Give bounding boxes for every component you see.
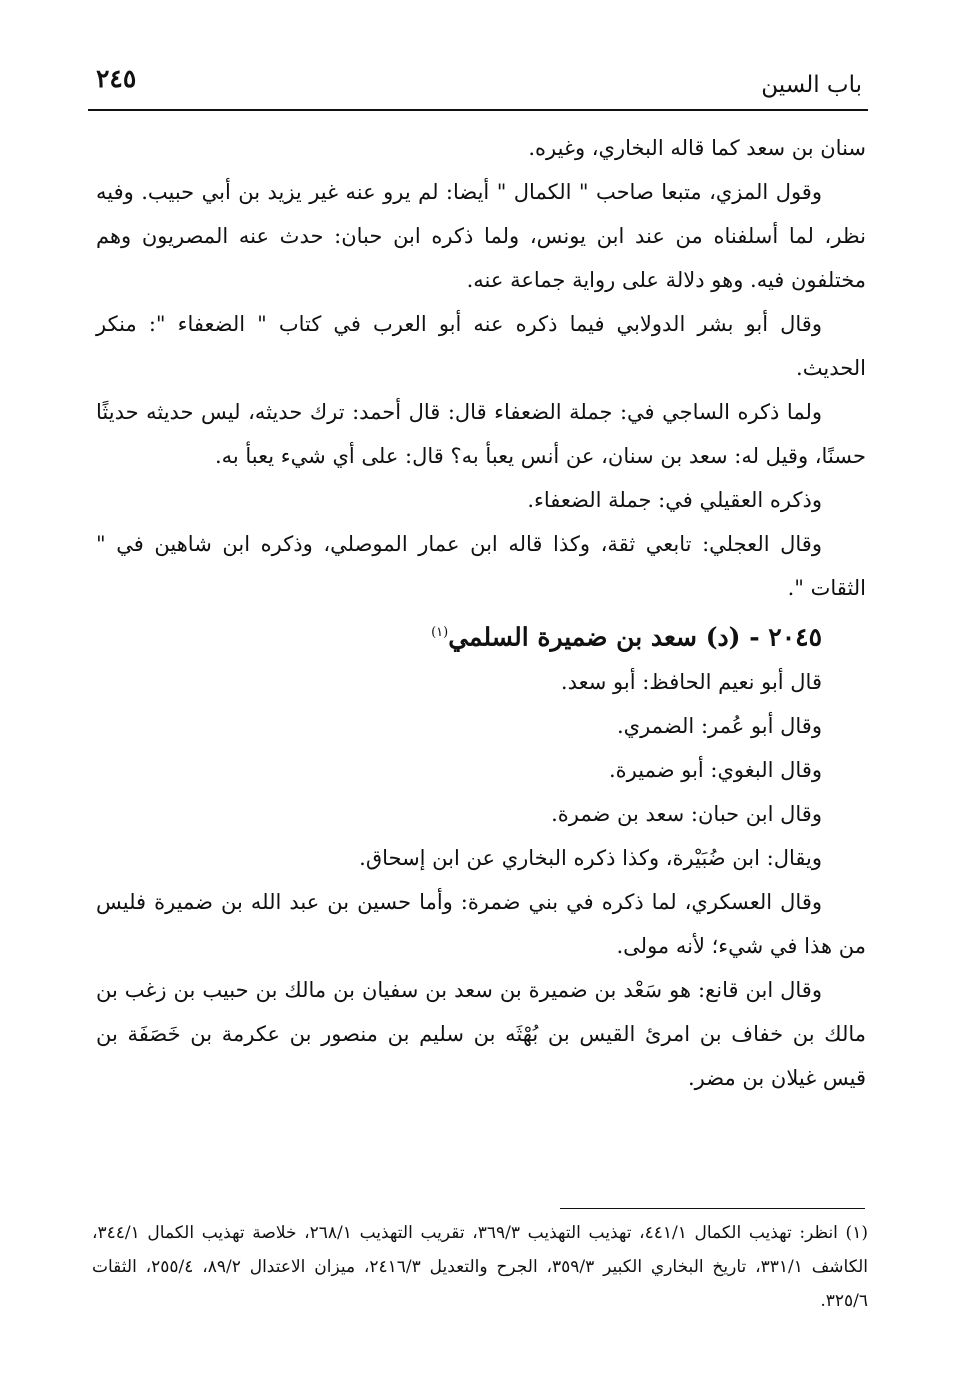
paragraph: وذكره العقيلي في: جملة الضعفاء. [527, 488, 822, 512]
entry-title: ٢٠٤٥ - (د) سعد بن ضميرة السلمي [448, 622, 822, 652]
paragraph: وقال أبو بشر الدولابي فيما ذكره عنه أبو العرب في كتاب " الضعفاء ": منكر الحديث. [96, 312, 866, 380]
paragraph: وقال العسكري، لما ذكره في بني ضمرة: وأما حسين بن عبد الله بن ضميرة فليس من هذا في شيء؛ لأنه مولى. [96, 890, 866, 959]
paragraph: وقال ابن حبان: سعد بن ضمرة. [551, 802, 822, 827]
paragraph: ويقال: ابن ضُبَيْرة، وكذا ذكره البخاري عن ابن إسحاق. [359, 846, 822, 871]
footnote-separator [560, 1208, 865, 1209]
page-header [88, 62, 868, 108]
paragraph: وقال ابن قانع: هو سَعْد بن ضميرة بن سعد بن سفيان بن مالك بن حبيب بن زغب بن مالك بن خفاف بن امرئ القيس بن بُهْثَه بن سليم بن منصور بن عكرمة بن خَصَفَة بن قيس غيلان بن مضر. [96, 978, 866, 1091]
paragraph: وقال العجلي: تابعي ثقة، وكذا قاله ابن عمار الموصلي، وذكره ابن شاهين في " الثقات ". [96, 532, 866, 600]
paragraph: وقال أبو عُمر: الضمري. [616, 714, 822, 739]
paragraph: سنان بن سعد كما قاله البخاري، وغيره. [528, 136, 866, 160]
paragraph: وقول المزي، متبعا صاحب " الكمال " أيضا: لم يرو عنه غير يزيد بن أبي حبيب. وفيه نظر، لما أسلفناه من عند ابن يونس، ولما ذكره ابن حبان: حدث عنه المصريون وهم مختلفون فيه. وهو دلالة على رواية جماعة عنه. [96, 180, 866, 292]
footnotes [92, 1216, 868, 1318]
footnote-marker: (١) [431, 625, 449, 640]
running-title: باب السين [761, 72, 862, 98]
entry-heading [96, 610, 866, 660]
paragraph: قال أبو نعيم الحافظ: أبو سعد. [560, 670, 822, 695]
main-text [96, 126, 866, 1100]
footnote: (١) انظر: تهذيب الكمال ٤٤١/١، تهذيب التهذيب ٣٦٩/٣، تقريب التهذيب ٢٦٨/١، خلاصة تهذيب الكمال ٣٤٤/١، الكاشف ٣٣١/١، تاريخ البخاري الكبير ٣٥٩/٣، الجرح والتعديل ٢٤١٦/٣، ميزان الاعتدال ٨٩/٢، ٢٥٥/٤، الثقات ٣٢٥/٦. [92, 1223, 869, 1311]
paragraph: وقال البغوي: أبو ضميرة. [608, 758, 822, 783]
header-rule [88, 109, 868, 111]
page-number: ٢٤٥ [96, 64, 137, 93]
paragraph: ولما ذكره الساجي في: جملة الضعفاء قال: قال أحمد: ترك حديثه، ليس حديثه حديثًا حسنًا، وقيل له: سعد بن سنان، عن أنس يعبأ به؟ قال: على أي شيء يعبأ به. [96, 400, 866, 468]
